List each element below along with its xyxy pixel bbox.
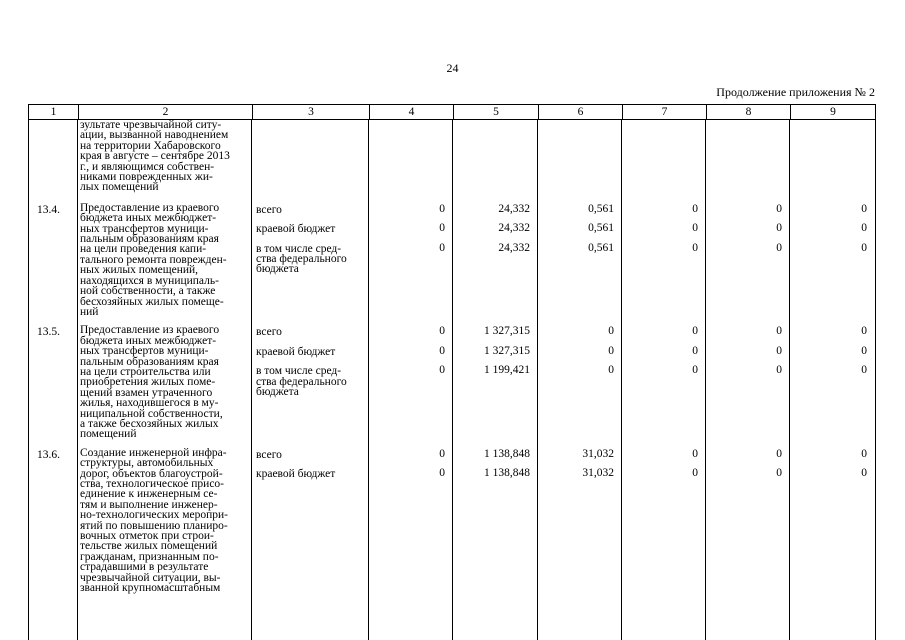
value-cell: 1 327,315 (484, 325, 530, 338)
value-cell: 0 (861, 202, 867, 215)
continuation-note: Продолжение приложения № 2 (716, 85, 875, 99)
value-cell: 0 (776, 202, 782, 215)
value-cell: 31,032 (582, 447, 614, 460)
value-cell: 0 (608, 325, 614, 338)
value-cell: 0 (608, 344, 614, 357)
header-col-5: 5 (453, 105, 538, 119)
table-body (28, 120, 876, 593)
budget-line (251, 203, 874, 215)
col-rule (452, 120, 453, 640)
col-rule (537, 120, 538, 640)
header-col-2: 2 (78, 105, 252, 119)
value-cell: 0 (861, 467, 867, 480)
value-cell: 0 (692, 344, 698, 357)
budget-line (251, 222, 874, 234)
value-cell: 0 (776, 344, 782, 357)
col-rule (251, 120, 252, 640)
value-cell: 24,332 (498, 241, 530, 254)
value-cell: 0,561 (588, 202, 614, 215)
header-col-6: 6 (538, 105, 622, 119)
value-cell: 0 (861, 222, 867, 235)
value-cell: 0 (692, 467, 698, 480)
value-cell: 0 (439, 447, 445, 460)
value-cell: 0 (439, 364, 445, 377)
budget-line (251, 448, 874, 460)
page-number: 24 (446, 61, 459, 75)
budget-line (251, 364, 874, 397)
value-cell: 0 (861, 364, 867, 377)
row-number: 13.6. (37, 448, 60, 461)
value-cell: 0 (608, 364, 614, 377)
row-description: Предоставление из краевого бюджета иных межбюджет- ных трансфертов муници- пальным образованиям края на цели строительства или приобретения жилых поме- щений взамен утраченного жилья, находившегося в му- ниципальной собственности, а также бесхозяйных жилых помещений (80, 324, 223, 441)
table-header (28, 104, 876, 120)
value-cell: 0 (439, 202, 445, 215)
budget-line (251, 325, 874, 337)
row-lines (251, 203, 874, 317)
value-cell: 31,032 (582, 467, 614, 480)
value-cell: 0 (776, 325, 782, 338)
col-rule (77, 120, 78, 640)
value-cell: 24,332 (498, 222, 530, 235)
budget-source-label: в том числе сред- ства федерального бюджета (256, 242, 347, 276)
budget-source-label: всего (256, 448, 282, 461)
value-cell: 0 (439, 325, 445, 338)
header-col-7: 7 (622, 105, 706, 119)
header-col-9: 9 (790, 105, 875, 119)
value-cell: 0 (776, 447, 782, 460)
value-cell: 0 (692, 222, 698, 235)
value-cell: 1 138,848 (484, 467, 530, 480)
row-number: 13.5. (37, 326, 60, 339)
row-description: Предоставление из краевого бюджета иных межбюджет- ных трансфертов муници- пальным образованиям края на цели проведения капи- тального ремонта поврежден- ных жилых помещений, находящихся в муниципаль- ной собственности, а также бесхозяйных жилых помеще- ний (80, 201, 227, 318)
value-cell: 0,561 (588, 241, 614, 254)
col-rule (789, 120, 790, 640)
budget-source-label: всего (256, 203, 282, 216)
budget-line (251, 345, 874, 357)
value-cell: 0 (439, 222, 445, 235)
budget-line (251, 467, 874, 479)
row-description: Создание инженерной инфра- структуры, автомобильных дорог, объектов благоустрой- ства, технологическое присо- единение к инженерным се- тям и выполнение инженер- но-технологических меропри- ятий по повышению планиро- вочных отметок при строи- тельстве жилых помещений гражданам, признанным по- страдавшими в результате чрезвычайной ситуации, вы- званной крупномасштабным (80, 446, 228, 595)
value-cell: 0 (692, 325, 698, 338)
value-cell: 0 (692, 447, 698, 460)
budget-source-label: в том числе сред- ства федерального бюджета (256, 365, 347, 398)
col-rule (621, 120, 622, 640)
carryover-text: зультате чрезвычайной ситу- ации, вызванной наводнением на территории Хабаровского края в августе – сентябре 2013 г., и являющимся собствен- никами поврежденных жи- лых помещений (80, 119, 230, 194)
budget-table (28, 104, 876, 593)
value-cell: 1 327,315 (484, 344, 530, 357)
value-cell: 1 138,848 (484, 447, 530, 460)
value-cell: 0 (776, 241, 782, 254)
value-cell: 0,561 (588, 222, 614, 235)
value-cell: 0 (861, 447, 867, 460)
value-cell: 0 (861, 325, 867, 338)
value-cell: 0 (439, 467, 445, 480)
header-col-8: 8 (706, 105, 790, 119)
value-cell: 0 (776, 467, 782, 480)
value-cell: 0 (439, 344, 445, 357)
col-rule (28, 120, 29, 640)
header-col-1: 1 (50, 106, 57, 118)
budget-source-label: краевой бюджет (256, 223, 336, 236)
value-cell: 0 (692, 364, 698, 377)
header-col-4: 4 (369, 105, 453, 119)
row-lines (251, 325, 874, 439)
budget-line (251, 242, 874, 275)
value-cell: 0 (776, 364, 782, 377)
budget-source-label: краевой бюджет (256, 468, 336, 481)
value-cell: 0 (439, 241, 445, 254)
row-number: 13.4. (37, 203, 60, 216)
value-cell: 0 (692, 241, 698, 254)
value-cell: 24,332 (498, 202, 530, 215)
value-cell: 1 199,421 (484, 364, 530, 377)
value-cell: 0 (776, 222, 782, 235)
col-rule (875, 120, 876, 640)
value-cell: 0 (861, 344, 867, 357)
value-cell: 0 (861, 241, 867, 254)
row-lines (251, 448, 874, 594)
header-col-3: 3 (252, 105, 369, 119)
col-rule (368, 120, 369, 640)
budget-source-label: краевой бюджет (256, 345, 336, 358)
col-rule (705, 120, 706, 640)
value-cell: 0 (692, 202, 698, 215)
budget-source-label: всего (256, 326, 282, 339)
